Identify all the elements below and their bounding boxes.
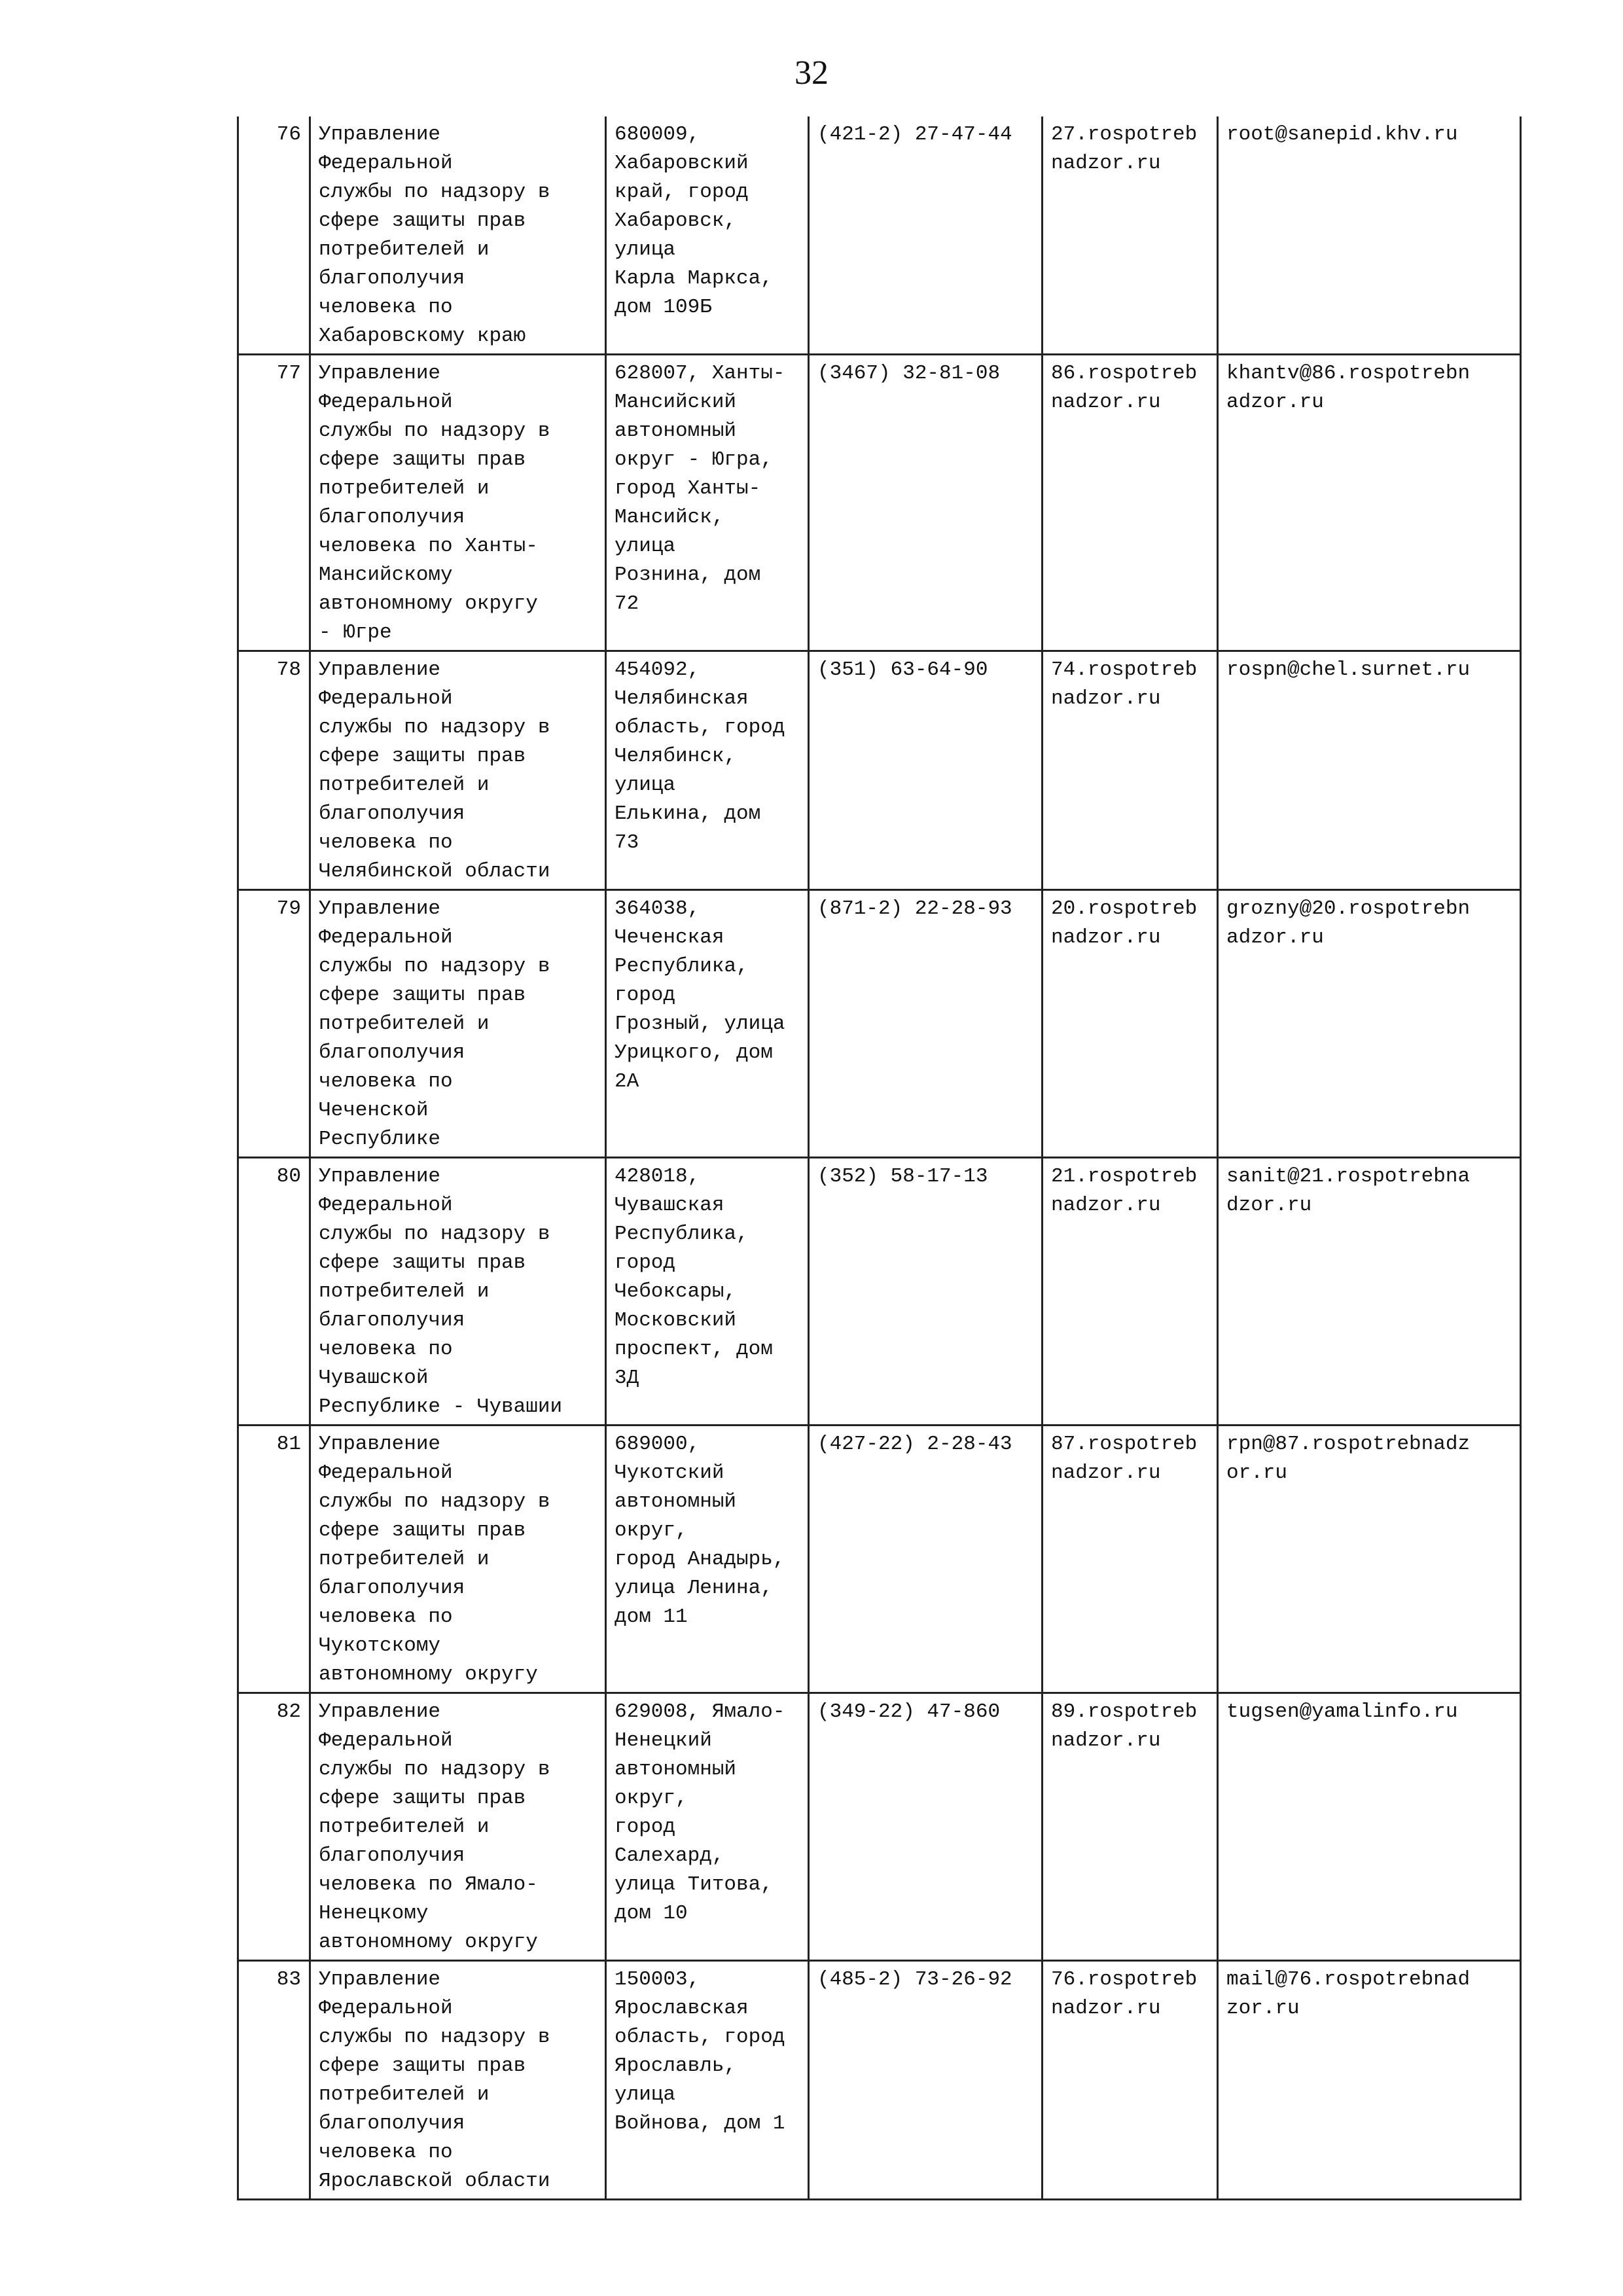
row-number: 79 [238,890,310,1158]
table-row [238,1961,1521,2200]
postal-address: 428018, Чувашская Республика, город Чебоксары, Московский проспект, дом 3Д [606,1158,809,1426]
phone-number: (352) 58-17-13 [809,1158,1043,1426]
row-number: 77 [238,355,310,651]
postal-address: 680009, Хабаровский край, город Хабаровск, улица Карла Маркса, дом 109Б [606,117,809,355]
row-number: 81 [238,1426,310,1693]
email-address: sanit@21.rospotrebna dzor.ru [1218,1158,1521,1426]
website: 21.rospotreb nadzor.ru [1043,1158,1218,1426]
website: 27.rospotreb nadzor.ru [1043,117,1218,355]
row-number: 76 [238,117,310,355]
email-address: grozny@20.rospotrebn adzor.ru [1218,890,1521,1158]
phone-number: (349-22) 47-860 [809,1693,1043,1961]
email-address: rpn@87.rospotrebnadz or.ru [1218,1426,1521,1693]
table-row [238,117,1521,355]
row-number: 82 [238,1693,310,1961]
page-number: 32 [794,54,829,92]
row-number: 78 [238,651,310,890]
postal-address: 150003, Ярославская область, город Ярославль, улица Войнова, дом 1 [606,1961,809,2200]
agency-name: Управление Федеральной службы по надзору в сфере защиты прав потребителей и благополучия человека по Чувашской Республике - Чувашии [310,1158,606,1426]
agency-name: Управление Федеральной службы по надзору в сфере защиты прав потребителей и благополучия человека по Ярославской области [310,1961,606,2200]
table-row [238,1158,1521,1426]
table-row [238,355,1521,651]
row-number: 83 [238,1961,310,2200]
website: 20.rospotreb nadzor.ru [1043,890,1218,1158]
agency-name: Управление Федеральной службы по надзору в сфере защиты прав потребителей и благополучия человека по Чукотскому автономному округу [310,1426,606,1693]
registry-table [237,117,1522,2200]
website: 76.rospotreb nadzor.ru [1043,1961,1218,2200]
phone-number: (427-22) 2-28-43 [809,1426,1043,1693]
table-row [238,651,1521,890]
website: 86.rospotreb nadzor.ru [1043,355,1218,651]
phone-number: (3467) 32-81-08 [809,355,1043,651]
table-row [238,890,1521,1158]
table-row [238,1693,1521,1961]
email-address: khantv@86.rospotrebn adzor.ru [1218,355,1521,651]
postal-address: 454092, Челябинская область, город Челябинск, улица Елькина, дом 73 [606,651,809,890]
website: 87.rospotreb nadzor.ru [1043,1426,1218,1693]
table-row [238,1426,1521,1693]
phone-number: (871-2) 22-28-93 [809,890,1043,1158]
email-address: rospn@chel.surnet.ru [1218,651,1521,890]
agency-name: Управление Федеральной службы по надзору в сфере защиты прав потребителей и благополучия человека по Чеченской Республике [310,890,606,1158]
website: 89.rospotreb nadzor.ru [1043,1693,1218,1961]
email-address: root@sanepid.khv.ru [1218,117,1521,355]
agency-name: Управление Федеральной службы по надзору в сфере защиты прав потребителей и благополучия человека по Ямало- Ненецкому автономному округу [310,1693,606,1961]
postal-address: 364038, Чеченская Республика, город Грозный, улица Урицкого, дом 2А [606,890,809,1158]
postal-address: 689000, Чукотский автономный округ, город Анадырь, улица Ленина, дом 11 [606,1426,809,1693]
agency-name: Управление Федеральной службы по надзору в сфере защиты прав потребителей и благополучия человека по Хабаровскому краю [310,117,606,355]
postal-address: 629008, Ямало- Ненецкий автономный округ, город Салехард, улица Титова, дом 10 [606,1693,809,1961]
row-number: 80 [238,1158,310,1426]
agency-name: Управление Федеральной службы по надзору в сфере защиты прав потребителей и благополучия человека по Челябинской области [310,651,606,890]
phone-number: (421-2) 27-47-44 [809,117,1043,355]
phone-number: (485-2) 73-26-92 [809,1961,1043,2200]
website: 74.rospotreb nadzor.ru [1043,651,1218,890]
email-address: tugsen@yamalinfo.ru [1218,1693,1521,1961]
agency-name: Управление Федеральной службы по надзору в сфере защиты прав потребителей и благополучия человека по Ханты- Мансийскому автономному округу - Югре [310,355,606,651]
email-address: mail@76.rospotrebnad zor.ru [1218,1961,1521,2200]
postal-address: 628007, Ханты- Мансийский автономный округ - Югра, город Ханты- Мансийск, улица Рознина, дом 72 [606,355,809,651]
phone-number: (351) 63-64-90 [809,651,1043,890]
